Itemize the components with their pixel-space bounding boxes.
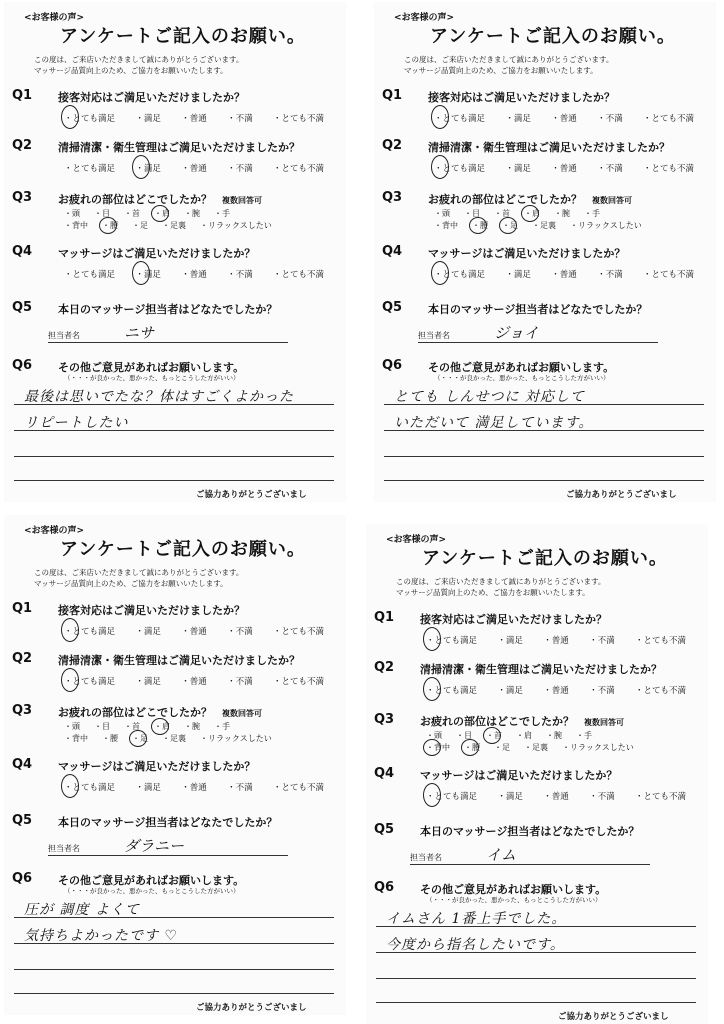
- option: ・不満: [597, 114, 623, 124]
- staff-underline: [48, 855, 288, 856]
- multiple-answer-note: 複数回答可: [584, 718, 624, 727]
- option: ・満足: [135, 627, 161, 637]
- body-part: ・手: [214, 209, 230, 218]
- body-part: ・目: [456, 731, 472, 740]
- parts-row: [426, 730, 676, 741]
- body-part: ・腰: [102, 221, 118, 230]
- question-q5: [58, 814, 277, 830]
- option: ・満足: [135, 783, 161, 793]
- option: ・普通: [181, 164, 207, 174]
- comment-line: [384, 456, 704, 457]
- staff-underline: [48, 342, 288, 343]
- comment-line: [376, 1002, 696, 1003]
- parts-row: [426, 742, 676, 753]
- question-q2: [420, 661, 662, 677]
- question-q5: [58, 301, 277, 317]
- question-number: Q6: [382, 358, 403, 373]
- question-text: お疲れの部位はどこでしたか？: [420, 715, 574, 728]
- thanks-text: ご協力ありがとうございまし: [558, 1012, 669, 1022]
- comment-line: [14, 993, 334, 994]
- option: ・とても不満: [272, 677, 324, 687]
- survey-sheet-3: [4, 515, 346, 1015]
- option: ・普通: [181, 677, 207, 687]
- q1-options: [64, 112, 324, 124]
- staff-underline: [410, 864, 650, 865]
- option: ・不満: [589, 792, 615, 802]
- survey-title: アンケートご記入のお願い。: [430, 26, 676, 47]
- body-part: ・足: [132, 221, 148, 230]
- question-text: 接客対応はご満足いただけましたか？: [58, 91, 245, 104]
- comment-text: とても しんせつに 対応して: [394, 389, 585, 405]
- staff-label: 担当者名: [410, 853, 442, 862]
- option: ・とても満足: [64, 270, 116, 280]
- option: ・とても満足: [64, 164, 116, 174]
- body-part: ・目: [464, 209, 480, 218]
- option: ・とても満足: [426, 792, 478, 802]
- q6-subtext: （・・・が良かった、悪かった、もっとこうした方がいい）: [64, 887, 240, 895]
- body-part: ・腰: [102, 734, 118, 743]
- body-part: ・背中: [64, 734, 88, 743]
- option: ・とても不満: [272, 114, 324, 124]
- option: ・満足: [135, 114, 161, 124]
- survey-title: アンケートご記入のお願い。: [60, 26, 306, 47]
- question-q2: [58, 652, 300, 668]
- body-part: ・腕: [184, 722, 200, 731]
- q3-body-parts: [64, 721, 314, 745]
- q2-options: [426, 684, 686, 696]
- option: ・とても不満: [272, 164, 324, 174]
- body-part: ・足裏: [162, 734, 186, 743]
- option: ・普通: [543, 686, 569, 696]
- question-number: Q1: [12, 601, 33, 616]
- option: ・とても不満: [634, 686, 686, 696]
- option: ・普通: [551, 270, 577, 280]
- intro-line: マッサージ品質向上のため、ご協力をお願いいたします。: [396, 588, 590, 597]
- option: ・とても不満: [272, 627, 324, 637]
- body-part: ・手: [214, 722, 230, 731]
- thanks-text: ご協力ありがとうございまし: [566, 490, 677, 500]
- body-part: ・手: [584, 209, 600, 218]
- question-q2: [428, 139, 670, 155]
- body-part: ・リラックスしたい: [562, 743, 634, 752]
- intro-text: [34, 567, 334, 589]
- body-part: ・手: [576, 731, 592, 740]
- staff-underline: [418, 342, 658, 343]
- body-part: ・頭: [64, 209, 80, 218]
- option: ・満足: [135, 270, 161, 280]
- thanks-text: ご協力ありがとうございまし: [196, 1003, 307, 1013]
- intro-line: マッサージ品質向上のため、ご協力をお願いいたします。: [34, 579, 228, 588]
- thanks-text: ご協力ありがとうございまし: [196, 490, 307, 500]
- q6-subtext: （・・・が良かった、悪かった、もっとこうした方がいい）: [434, 374, 610, 382]
- question-q1: [58, 602, 245, 618]
- question-number: Q4: [382, 244, 403, 259]
- parts-row: [64, 208, 314, 219]
- intro-text: [34, 54, 334, 76]
- intro-line: この度は、ご来店いただきまして誠にありがとうございます。: [34, 568, 244, 577]
- body-part: ・足裏: [524, 743, 548, 752]
- question-number: Q6: [374, 880, 395, 895]
- body-part: ・頭: [434, 209, 450, 218]
- comment-text: 最後は思いでたな？体はすごくよかった: [24, 389, 294, 405]
- question-number: Q5: [12, 300, 33, 315]
- body-part: ・首: [124, 722, 140, 731]
- comment-line: [384, 480, 704, 481]
- question-number: Q4: [374, 766, 395, 781]
- question-text: 本日のマッサージ担当者はどなたでしたか？: [428, 303, 648, 316]
- question-text: その他ご意見があればお願いします。: [420, 883, 607, 896]
- question-text: 接客対応はご満足いただけましたか？: [428, 91, 615, 104]
- q2-options: [434, 162, 694, 174]
- comment-text: 気持ちよかったです ♡: [24, 928, 179, 944]
- option: ・とても不満: [642, 114, 694, 124]
- option: ・とても満足: [434, 270, 486, 280]
- option: ・満足: [505, 164, 531, 174]
- question-text: その他ご意見があればお願いします。: [428, 361, 615, 374]
- question-q3: [420, 713, 624, 729]
- option: ・普通: [551, 114, 577, 124]
- question-number: Q2: [382, 138, 403, 153]
- option: ・とても満足: [434, 164, 486, 174]
- body-part: ・足: [494, 743, 510, 752]
- q4-options: [426, 790, 686, 802]
- comment-text: 圧が 調度 よくて: [24, 902, 140, 918]
- q6-subtext: （・・・が良かった、悪かった、もっとこうした方がいい）: [426, 896, 602, 904]
- body-part: ・頭: [426, 731, 442, 740]
- question-text: お疲れの部位はどこでしたか？: [58, 193, 212, 206]
- body-part: ・背中: [64, 221, 88, 230]
- question-q2: [58, 139, 300, 155]
- voice-label: <お客様の声>: [386, 535, 447, 545]
- option: ・とても満足: [64, 627, 116, 637]
- question-number: Q3: [12, 190, 33, 205]
- body-part: ・首: [494, 209, 510, 218]
- body-part: ・肩: [516, 731, 532, 740]
- multiple-answer-note: 複数回答可: [222, 709, 262, 718]
- comment-line: [14, 969, 334, 970]
- question-q4: [58, 758, 255, 774]
- question-number: Q3: [374, 712, 395, 727]
- question-number: Q1: [374, 610, 395, 625]
- option: ・とても不満: [634, 636, 686, 646]
- intro-line: マッサージ品質向上のため、ご協力をお願いいたします。: [34, 66, 228, 75]
- parts-row: [64, 220, 314, 231]
- option: ・普通: [543, 792, 569, 802]
- q4-options: [434, 268, 694, 280]
- intro-line: この度は、ご来店いただきまして誠にありがとうございます。: [404, 55, 614, 64]
- question-text: お疲れの部位はどこでしたか？: [58, 706, 212, 719]
- body-part: ・首: [486, 731, 502, 740]
- comment-line: [14, 456, 334, 457]
- intro-line: この度は、ご来店いただきまして誠にありがとうございます。: [34, 55, 244, 64]
- question-number: Q3: [382, 190, 403, 205]
- option: ・不満: [589, 686, 615, 696]
- question-text: 清掃清潔・衛生管理はご満足いただけましたか？: [420, 663, 662, 676]
- question-number: Q2: [12, 651, 33, 666]
- question-text: 本日のマッサージ担当者はどなたでしたか？: [58, 816, 278, 829]
- intro-line: マッサージ品質向上のため、ご協力をお願いいたします。: [404, 66, 598, 75]
- q3-body-parts: [426, 730, 676, 754]
- option: ・満足: [497, 636, 523, 646]
- question-text: お疲れの部位はどこでしたか？: [428, 193, 582, 206]
- option: ・とても満足: [426, 686, 478, 696]
- option: ・不満: [597, 164, 623, 174]
- body-part: ・目: [94, 209, 110, 218]
- body-part: ・頭: [64, 722, 80, 731]
- option: ・普通: [181, 114, 207, 124]
- option: ・普通: [181, 270, 207, 280]
- question-text: 接客対応はご満足いただけましたか？: [58, 604, 245, 617]
- option: ・とても不満: [272, 270, 324, 280]
- question-number: Q5: [382, 300, 403, 315]
- question-q5: [428, 301, 647, 317]
- option: ・不満: [227, 627, 253, 637]
- comment-text: いただいて 満足しています。: [394, 415, 594, 431]
- option: ・満足: [505, 114, 531, 124]
- option: ・満足: [505, 270, 531, 280]
- q2-options: [64, 162, 324, 174]
- question-number: Q1: [382, 88, 403, 103]
- q2-options: [64, 675, 324, 687]
- option: ・とても満足: [64, 114, 116, 124]
- question-text: 清掃清潔・衛生管理はご満足いただけましたか？: [58, 141, 300, 154]
- staff-label: 担当者名: [48, 331, 80, 340]
- option: ・とても満足: [64, 677, 116, 687]
- staff-name: ダラニー: [124, 837, 185, 855]
- question-number: Q3: [12, 703, 33, 718]
- question-number: Q2: [12, 138, 33, 153]
- question-text: マッサージはご満足いただけましたか？: [58, 760, 256, 773]
- option: ・満足: [135, 677, 161, 687]
- voice-label: <お客様の声>: [24, 13, 85, 23]
- option: ・普通: [181, 627, 207, 637]
- question-number: Q5: [12, 813, 33, 828]
- staff-name: ニサ: [124, 324, 155, 342]
- option: ・とても満足: [64, 783, 116, 793]
- question-text: その他ご意見があればお願いします。: [58, 874, 245, 887]
- question-q1: [420, 611, 607, 627]
- option: ・とても不満: [634, 792, 686, 802]
- body-part: ・肩: [524, 209, 540, 218]
- parts-row: [434, 208, 684, 219]
- question-text: 接客対応はご満足いただけましたか？: [420, 613, 607, 626]
- body-part: ・リラックスしたい: [200, 221, 272, 230]
- body-part: ・足裏: [532, 221, 556, 230]
- option: ・不満: [227, 164, 253, 174]
- survey-title: アンケートご記入のお願い。: [422, 548, 668, 569]
- body-part: ・腕: [184, 209, 200, 218]
- question-q5: [420, 823, 639, 839]
- option: ・満足: [135, 164, 161, 174]
- body-part: ・足: [132, 734, 148, 743]
- option: ・満足: [497, 686, 523, 696]
- comment-line: [376, 978, 696, 979]
- question-q4: [428, 245, 625, 261]
- option: ・不満: [227, 677, 253, 687]
- question-text: マッサージはご満足いただけましたか？: [58, 247, 256, 260]
- comment-text: 今度から指名したいです。: [386, 937, 565, 953]
- option: ・不満: [597, 270, 623, 280]
- question-text: 清掃清潔・衛生管理はご満足いただけましたか？: [58, 654, 300, 667]
- body-part: ・首: [124, 209, 140, 218]
- option: ・不満: [227, 783, 253, 793]
- q4-options: [64, 268, 324, 280]
- intro-text: [404, 54, 704, 76]
- intro-text: [396, 576, 696, 598]
- question-text: マッサージはご満足いただけましたか？: [420, 769, 618, 782]
- q1-options: [64, 625, 324, 637]
- survey-sheet-1: [4, 2, 346, 502]
- body-part: ・背中: [426, 743, 450, 752]
- q3-body-parts: [434, 208, 684, 232]
- q1-options: [426, 634, 686, 646]
- multiple-answer-note: 複数回答可: [592, 196, 632, 205]
- question-text: 清掃清潔・衛生管理はご満足いただけましたか？: [428, 141, 670, 154]
- body-part: ・足: [502, 221, 518, 230]
- body-part: ・腕: [546, 731, 562, 740]
- staff-label: 担当者名: [48, 844, 80, 853]
- question-number: Q1: [12, 88, 33, 103]
- multiple-answer-note: 複数回答可: [222, 196, 262, 205]
- option: ・普通: [543, 636, 569, 646]
- question-number: Q4: [12, 244, 33, 259]
- staff-label: 担当者名: [418, 331, 450, 340]
- voice-label: <お客様の声>: [24, 526, 85, 536]
- option: ・とても満足: [426, 636, 478, 646]
- question-q1: [58, 89, 245, 105]
- body-part: ・腰: [464, 743, 480, 752]
- option: ・とても不満: [272, 783, 324, 793]
- parts-row: [64, 733, 314, 744]
- option: ・とても満足: [434, 114, 486, 124]
- survey-title: アンケートご記入のお願い。: [60, 539, 306, 560]
- option: ・とても不満: [642, 164, 694, 174]
- body-part: ・腕: [554, 209, 570, 218]
- option: ・普通: [551, 164, 577, 174]
- question-q4: [420, 767, 617, 783]
- parts-row: [64, 721, 314, 732]
- question-number: Q4: [12, 757, 33, 772]
- intro-line: この度は、ご来店いただきまして誠にありがとうございます。: [396, 577, 606, 586]
- body-part: ・腰: [472, 221, 488, 230]
- comment-line: [14, 480, 334, 481]
- q6-subtext: （・・・が良かった、悪かった、もっとこうした方がいい）: [64, 374, 240, 382]
- option: ・不満: [589, 636, 615, 646]
- option: ・不満: [227, 114, 253, 124]
- body-part: ・肩: [154, 722, 170, 731]
- question-number: Q6: [12, 871, 33, 886]
- body-part: ・肩: [154, 209, 170, 218]
- question-number: Q6: [12, 358, 33, 373]
- voice-label: <お客様の声>: [394, 13, 455, 23]
- option: ・満足: [497, 792, 523, 802]
- question-text: 本日のマッサージ担当者はどなたでしたか？: [420, 825, 640, 838]
- body-part: ・目: [94, 722, 110, 731]
- survey-sheet-2: [374, 2, 716, 502]
- parts-row: [434, 220, 684, 231]
- question-number: Q5: [374, 822, 395, 837]
- body-part: ・リラックスしたい: [200, 734, 272, 743]
- q4-options: [64, 781, 324, 793]
- q1-options: [434, 112, 694, 124]
- question-q1: [428, 89, 615, 105]
- comment-text: リピートしたい: [24, 415, 129, 431]
- question-text: 本日のマッサージ担当者はどなたでしたか？: [58, 303, 278, 316]
- option: ・とても不満: [642, 270, 694, 280]
- question-number: Q2: [374, 660, 395, 675]
- question-text: マッサージはご満足いただけましたか？: [428, 247, 626, 260]
- body-part: ・足裏: [162, 221, 186, 230]
- body-part: ・背中: [434, 221, 458, 230]
- question-q4: [58, 245, 255, 261]
- question-text: その他ご意見があればお願いします。: [58, 361, 245, 374]
- staff-name: ジョイ: [494, 324, 539, 342]
- q3-body-parts: [64, 208, 314, 232]
- staff-name: イム: [486, 846, 517, 864]
- option: ・不満: [227, 270, 253, 280]
- survey-sheet-4: [366, 524, 708, 1024]
- comment-text: イムさん 1番上手でした。: [386, 911, 567, 927]
- option: ・普通: [181, 783, 207, 793]
- body-part: ・リラックスしたい: [570, 221, 642, 230]
